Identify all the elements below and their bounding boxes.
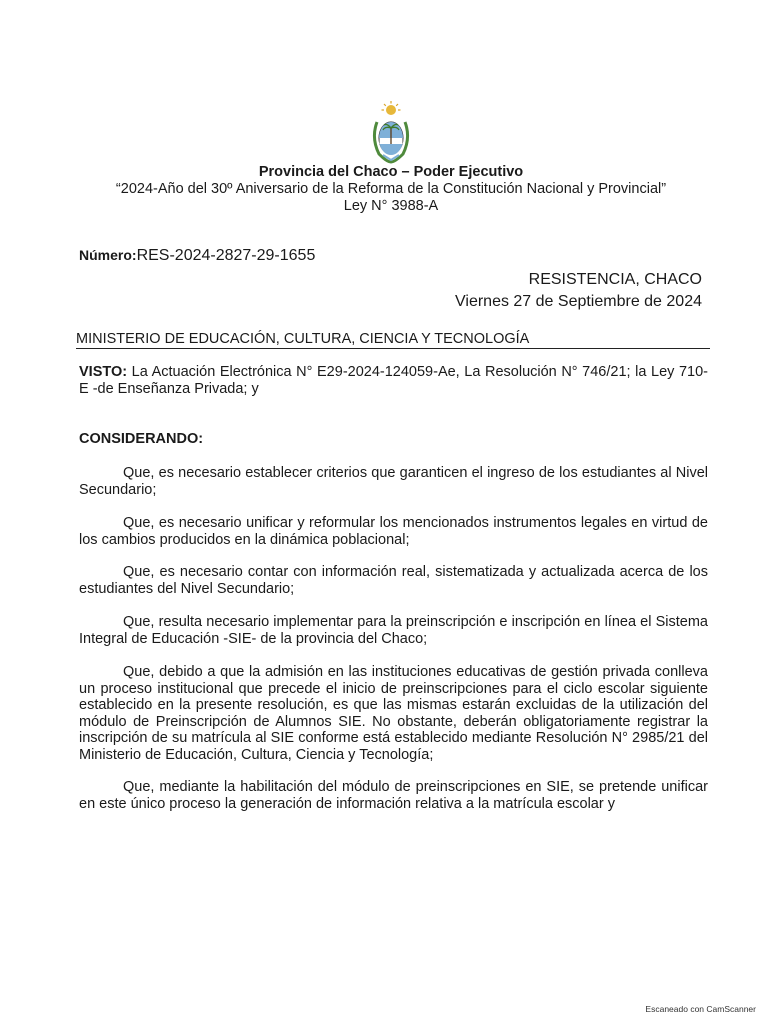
considerando-paragraph-5: Que, debido a que la admisión en las instituciones educativas de gestión privada conlleva un proceso institucional que precede el inicio de preinscripciones para el ciclo escolar siguiente establecido en la presente resolución, es que las mismas estarán excluidas de la utilización del módulo de Preinscripción de Alumnos SIE. No obstante, deberán obligatoriamente registrar la inscripción de su matrícula al SIE conforme está establecido mediante Resolución N° 2985/21 del Ministerio de Educación, Cultura, Ciencia y Tecnología; bbox=[79, 664, 708, 763]
considerando-paragraph-3: Que, es necesario contar con información real, sistematizada y actualizada acerca de los estudiantes del Nivel Secundario; bbox=[79, 564, 708, 597]
visto-paragraph bbox=[79, 364, 708, 397]
visto-label: VISTO: bbox=[79, 364, 128, 380]
considerando-paragraph-6: Que, mediante la habilitación del módulo de preinscripciones en SIE, se pretende unificar en este único proceso la generación de información relativa a la matrícula escolar y bbox=[79, 779, 708, 812]
document-header bbox=[0, 164, 768, 215]
place-date-block bbox=[455, 269, 702, 313]
date: Viernes 27 de Septiembre de 2024 bbox=[455, 293, 702, 310]
resolution-number-value: RES-2024-2827-29-1655 bbox=[136, 247, 316, 264]
resolution-number bbox=[79, 247, 315, 265]
considerando-paragraph-4: Que, resulta necesario implementar para la preinscripción e inscripción en línea el Sistema Integral de Educación -SIE- de la provincia del Chaco; bbox=[79, 614, 708, 647]
scanner-watermark: Escaneado con CamScanner bbox=[645, 1004, 756, 1014]
considerando-paragraph-2: Que, es necesario unificar y reformular los mencionados instrumentos legales en virtud de los cambios producidos en la dinámica poblacional; bbox=[79, 515, 708, 548]
law-reference: Ley N° 3988-A bbox=[343, 198, 439, 214]
considerando-heading: CONSIDERANDO: bbox=[79, 431, 204, 447]
place: RESISTENCIA, CHACO bbox=[528, 271, 702, 288]
sun-icon bbox=[382, 101, 401, 115]
province-heading: Provincia del Chaco – Poder Ejecutivo bbox=[258, 164, 524, 180]
visto-text: La Actuación Electrónica N° E29-2024-124059-Ae, La Resolución N° 746/21; la Ley 710-E -de Enseñanza Privada; y bbox=[79, 364, 708, 397]
chaco-coat-of-arms-icon bbox=[369, 100, 413, 166]
resolution-number-label: Número: bbox=[79, 247, 137, 263]
considerando-paragraph-1: Que, es necesario establecer criterios que garanticen el ingreso de los estudiantes al Nivel Secundario; bbox=[79, 465, 708, 498]
year-motto: “2024-Año del 30º Aniversario de la Reforma de la Constitución Nacional y Provincial” bbox=[115, 181, 667, 197]
ministry-heading: MINISTERIO DE EDUCACIÓN, CULTURA, CIENCIA Y TECNOLOGÍA bbox=[76, 331, 710, 349]
